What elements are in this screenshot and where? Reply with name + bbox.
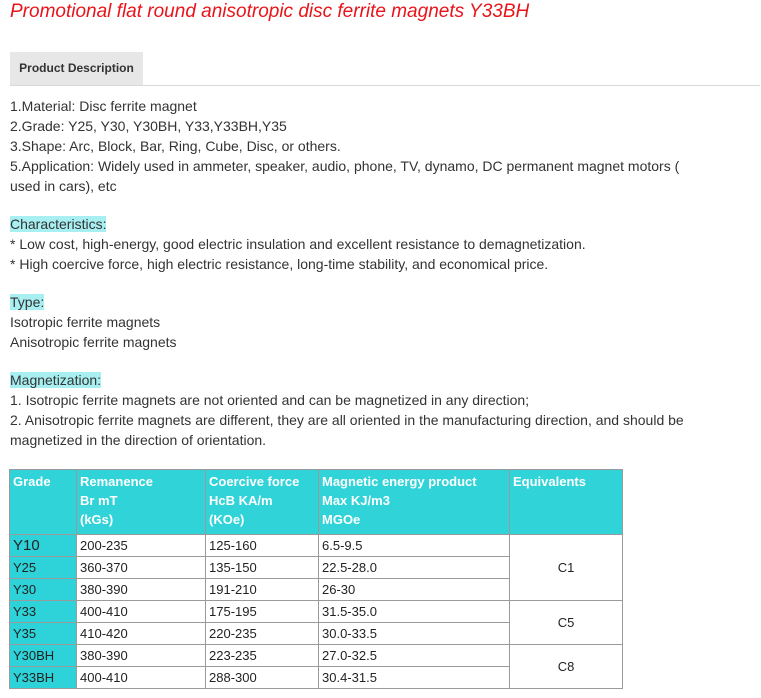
grade-cell: Y33 xyxy=(10,601,77,623)
header-remanence: Remanence Br mT (kGs) xyxy=(77,470,206,535)
energy-cell: 31.5-35.0 xyxy=(319,601,510,623)
table-row xyxy=(10,535,623,557)
table-row xyxy=(10,601,623,623)
spec-line: used in cars), etc xyxy=(10,178,117,194)
spec-line: 2.Grade: Y25, Y30, Y30BH, Y33,Y33BH,Y35 xyxy=(10,118,287,134)
magnetization-line: magnetized in the direction of orientation. xyxy=(10,432,267,448)
remanence-cell: 380-390 xyxy=(77,579,206,601)
coercive-cell: 191-210 xyxy=(206,579,319,601)
header-grade: Grade xyxy=(10,470,77,535)
tab-bar xyxy=(10,52,760,86)
coercive-cell: 220-235 xyxy=(206,623,319,645)
spec-line: 5.Application: Widely used in ammeter, speaker, audio, phone, TV, dynamo, DC permanent magnet motors ( xyxy=(10,158,680,174)
characteristics-line: * Low cost, high-energy, good electric insulation and excellent resistance to demagnetization. xyxy=(10,236,586,252)
grade-cell: Y30 xyxy=(10,579,77,601)
remanence-cell: 410-420 xyxy=(77,623,206,645)
header-energy-product: Magnetic energy product Max KJ/m3 MGOe xyxy=(319,470,510,535)
magnetization-line: 2. Anisotropic ferrite magnets are different, they are all oriented in the manufacturing direction, and should be xyxy=(10,412,684,428)
coercive-cell: 135-150 xyxy=(206,557,319,579)
energy-cell: 22.5-28.0 xyxy=(319,557,510,579)
energy-cell: 6.5-9.5 xyxy=(319,535,510,557)
characteristics-line: * High coercive force, high electric resistance, long-time stability, and economical price. xyxy=(10,256,549,272)
magnetization-heading: Magnetization: xyxy=(10,372,102,388)
grade-cell: Y35 xyxy=(10,623,77,645)
equivalent-cell: C5 xyxy=(510,601,623,645)
table-row xyxy=(10,645,623,667)
remanence-cell: 400-410 xyxy=(77,667,206,689)
type-heading: Type: xyxy=(10,294,45,310)
energy-cell: 26-30 xyxy=(319,579,510,601)
coercive-cell: 223-235 xyxy=(206,645,319,667)
grade-spec-table xyxy=(9,469,623,689)
header-equivalents: Equivalents xyxy=(510,470,623,535)
table-header-row xyxy=(10,470,623,535)
equivalent-cell: C8 xyxy=(510,645,623,689)
grade-cell: Y30BH xyxy=(10,645,77,667)
type-line: Isotropic ferrite magnets xyxy=(10,314,161,330)
type-line: Anisotropic ferrite magnets xyxy=(10,334,177,350)
energy-cell: 30.4-31.5 xyxy=(319,667,510,689)
grade-cell: Y10 xyxy=(10,535,77,557)
spec-line: 3.Shape: Arc, Block, Bar, Ring, Cube, Disc, or others. xyxy=(10,138,341,154)
remanence-cell: 380-390 xyxy=(77,645,206,667)
magnetization-line: 1. Isotropic ferrite magnets are not oriented and can be magnetized in any direction; xyxy=(10,392,530,408)
coercive-cell: 175-195 xyxy=(206,601,319,623)
energy-cell: 30.0-33.5 xyxy=(319,623,510,645)
tab-product-description[interactable]: Product Description xyxy=(10,52,143,85)
characteristics-heading: Characteristics: xyxy=(10,216,107,232)
equivalent-cell: C1 xyxy=(510,535,623,601)
energy-cell: 27.0-32.5 xyxy=(319,645,510,667)
remanence-cell: 360-370 xyxy=(77,557,206,579)
spec-line: 1.Material: Disc ferrite magnet xyxy=(10,98,197,114)
remanence-cell: 400-410 xyxy=(77,601,206,623)
grade-cell: Y25 xyxy=(10,557,77,579)
product-description-content xyxy=(10,96,760,450)
remanence-cell: 200-235 xyxy=(77,535,206,557)
page-title: Promotional flat round anisotropic disc ferrite magnets Y33BH xyxy=(10,1,530,22)
coercive-cell: 125-160 xyxy=(206,535,319,557)
header-coercive-force: Coercive force HcB KA/m (KOe) xyxy=(206,470,319,535)
coercive-cell: 288-300 xyxy=(206,667,319,689)
grade-cell: Y33BH xyxy=(10,667,77,689)
